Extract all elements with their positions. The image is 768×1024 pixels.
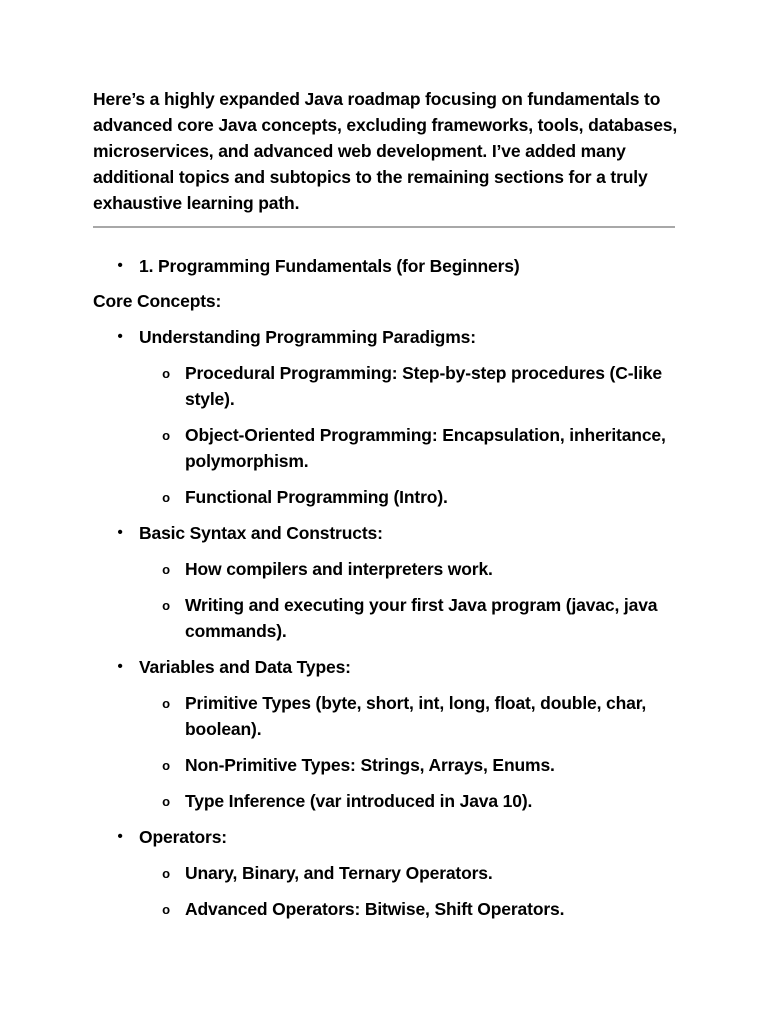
topic-list: [93, 324, 683, 922]
subtopic-text: Procedural Programming: Step-by-step procedures (C-like style).: [185, 363, 662, 409]
bullet-icon: •: [117, 658, 123, 675]
circle-bullet-icon: o: [162, 794, 170, 809]
section-list: [93, 253, 683, 279]
subtopic-item: [139, 592, 683, 644]
subtopic-item: [139, 556, 683, 582]
document-page: [93, 86, 683, 932]
circle-bullet-icon: o: [162, 562, 170, 577]
circle-bullet-icon: o: [162, 598, 170, 613]
bullet-icon: •: [117, 828, 123, 845]
subtopic-text: Non-Primitive Types: Strings, Arrays, Enums.: [185, 755, 555, 775]
subtopic-text: Functional Programming (Intro).: [185, 487, 448, 507]
topic-item: [93, 824, 683, 922]
subtopic-item: [139, 484, 683, 510]
subtopic-list: [139, 690, 683, 814]
circle-bullet-icon: o: [162, 902, 170, 917]
topic-item: [93, 520, 683, 644]
topic-title: Operators:: [139, 827, 227, 847]
circle-bullet-icon: o: [162, 366, 170, 381]
circle-bullet-icon: o: [162, 758, 170, 773]
horizontal-rule: [93, 226, 675, 228]
subtopic-text: Writing and executing your first Java program (javac, java commands).: [185, 595, 658, 641]
bullet-icon: •: [117, 328, 123, 345]
subtopic-text: Advanced Operators: Bitwise, Shift Operators.: [185, 899, 565, 919]
subtopic-list: [139, 860, 683, 922]
topic-title: Variables and Data Types:: [139, 657, 351, 677]
subtopic-text: Primitive Types (byte, short, int, long, float, double, char, boolean).: [185, 693, 647, 739]
circle-bullet-icon: o: [162, 428, 170, 443]
subtopic-item: [139, 360, 683, 412]
subtopic-list: [139, 556, 683, 644]
bullet-icon: •: [117, 257, 123, 274]
subtopic-text: How compilers and interpreters work.: [185, 559, 493, 579]
circle-bullet-icon: o: [162, 866, 170, 881]
circle-bullet-icon: o: [162, 490, 170, 505]
topic-item: [93, 654, 683, 814]
subtopic-item: [139, 860, 683, 886]
subtopic-text: Unary, Binary, and Ternary Operators.: [185, 863, 493, 883]
subtopic-text: Type Inference (var introduced in Java 10).: [185, 791, 533, 811]
section-heading-item: [93, 253, 683, 279]
subtopic-item: [139, 896, 683, 922]
subtopic-item: [139, 422, 683, 474]
topic-item: [93, 324, 683, 510]
subtopic-text: Object-Oriented Programming: Encapsulation, inheritance, polymorphism.: [185, 425, 666, 471]
subtopic-item: [139, 690, 683, 742]
topic-title: Understanding Programming Paradigms:: [139, 327, 476, 347]
topic-title: Basic Syntax and Constructs:: [139, 523, 383, 543]
section-heading: 1. Programming Fundamentals (for Beginners): [139, 256, 520, 276]
core-concepts-heading: Core Concepts:: [93, 291, 222, 311]
subtopic-item: [139, 752, 683, 778]
circle-bullet-icon: o: [162, 696, 170, 711]
subtopic-item: [139, 788, 683, 814]
intro-paragraph: Here’s a highly expanded Java roadmap focusing on fundamentals to advanced core Java concepts, excluding frameworks, tools, databases, microservices, and advanced web development. I’ve added many additional topics and subtopics to the remaining sections for a truly exhaustive learning path.: [93, 89, 678, 213]
subtopic-list: [139, 360, 683, 510]
bullet-icon: •: [117, 524, 123, 541]
